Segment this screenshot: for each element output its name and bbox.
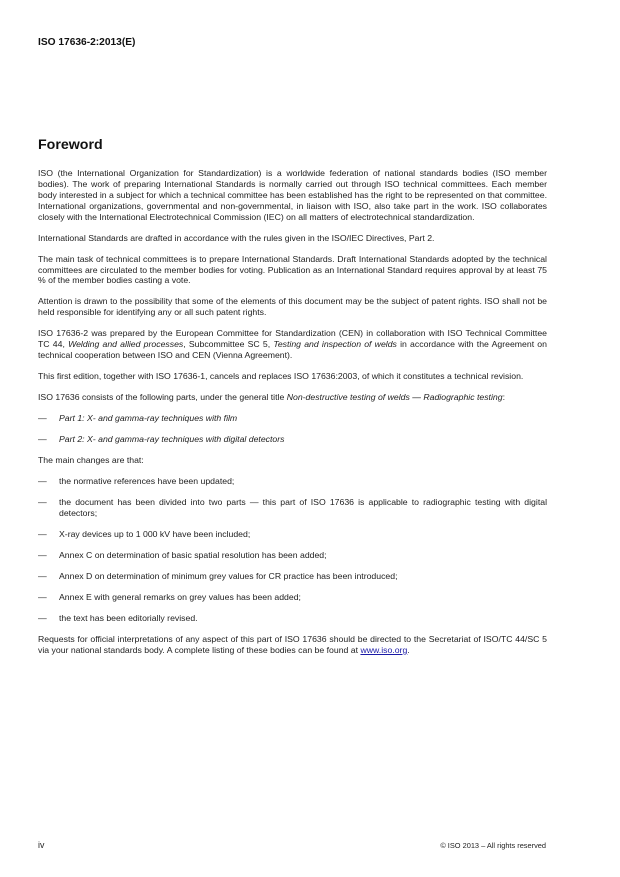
change-text: Annex D on determination of minimum grey values for CR practice has been introduced;: [59, 571, 398, 582]
parts-intro-text-a: ISO 17636 consists of the following parts, under the general title: [38, 392, 287, 403]
preparation-text-c: , Subcommittee SC 5,: [183, 339, 274, 350]
foreword-body: [38, 168, 547, 656]
dash-bullet: —: [38, 497, 47, 508]
committee-title: Welding and allied processes: [68, 339, 184, 350]
list-item-change: [38, 592, 547, 603]
list-item-change: [38, 476, 547, 487]
dash-bullet: —: [38, 571, 47, 582]
change-text: Annex C on determination of basic spatial resolution has been added;: [59, 550, 327, 561]
list-item-part-1: [38, 413, 547, 424]
list-item-change: [38, 497, 547, 519]
iso-website-link[interactable]: www.iso.org: [360, 644, 408, 655]
paragraph-preparation: [38, 328, 547, 361]
change-text: Annex E with general remarks on grey values has been added;: [59, 592, 301, 603]
list-item-change: [38, 529, 547, 540]
copyright-notice: © ISO 2013 – All rights reserved: [440, 841, 546, 850]
dash-bullet: —: [38, 529, 47, 540]
requests-text-c: .: [407, 644, 410, 655]
page-number: iv: [38, 840, 45, 850]
paragraph-patent-rights: Attention is drawn to the possibility that some of the elements of this document may be the subject of patent rights. ISO shall not be held responsible for identifying any or all such patent rights.: [38, 296, 547, 318]
part-2-title: Part 2: X- and gamma-ray techniques with digital detectors: [59, 434, 285, 445]
paragraph-edition: This first edition, together with ISO 17636-1, cancels and replaces ISO 17636:2003, of which it constitutes a technical revision.: [38, 371, 524, 382]
preparation-text-a: ISO 17636-2 was prepared by the European Committee for Standardization (CEN) in collaboration with ISO Technical Committee TC 44,: [38, 328, 547, 350]
preparation-text-e: in accordance with the Agreement on technical cooperation between ISO and CEN (Vienna Agreement).: [38, 339, 547, 361]
subcommittee-title: Testing and inspection of welds: [273, 339, 397, 350]
list-item-change: [38, 613, 547, 624]
change-text: the document has been divided into two parts — this part of ISO 17636 is applicable to radiographic testing with digital detectors;: [59, 497, 547, 519]
paragraph-requests: [38, 634, 547, 656]
page-title: Foreword: [38, 137, 103, 153]
dash-bullet: —: [38, 413, 47, 424]
dash-bullet: —: [38, 550, 47, 561]
change-text: X-ray devices up to 1 000 kV have been included;: [59, 529, 251, 540]
dash-bullet: —: [38, 434, 47, 445]
paragraph-parts-intro: [38, 392, 547, 403]
dash-bullet: —: [38, 592, 47, 603]
parts-intro-text-c: :: [502, 392, 505, 403]
paragraph-technical-committees: The main task of technical committees is to prepare International Standards. Draft International Standards adopted by the technical committees are circulated to the member bodies for voting. Publication as an International Standard requires approval by at least 75 % of the member bodies casting a vote.: [38, 253, 547, 286]
dash-bullet: —: [38, 613, 47, 624]
part-1-title: Part 1: X- and gamma-ray techniques with film: [59, 413, 238, 424]
change-text: the text has been editorially revised.: [59, 613, 198, 624]
change-text: the normative references have been updated;: [59, 476, 235, 487]
paragraph-directives: International Standards are drafted in accordance with the rules given in the ISO/IEC Directives, Part 2.: [38, 232, 435, 243]
requests-text-a: Requests for official interpretations of any aspect of this part of ISO 17636 should be directed to the Secretariat of ISO/TC 44/SC 5 via your national standards body. A complete listing of these bodies can be found at: [38, 634, 547, 655]
document-id-header: ISO 17636-2:2013(E): [38, 37, 136, 48]
general-title: Non-destructive testing of welds — Radiographic testing: [286, 392, 503, 403]
paragraph-iso-intro: ISO (the International Organization for Standardization) is a worldwide federation of national standards bodies (ISO member bodies). The work of preparing International Standards is normally carried out through ISO technical committees. Each member body interested in a subject for which a technical committee has been established has the right to be represented on that committee. International organizations, governmental and non-governmental, in liaison with ISO, also take part in the work. ISO collaborates closely with the International Electrotechnical Commission (IEC) on all matters of electrotechnical standardization.: [38, 168, 547, 222]
dash-bullet: —: [38, 476, 47, 487]
paragraph-changes-intro: The main changes are that:: [38, 455, 144, 466]
list-item-part-2: [38, 434, 547, 445]
list-item-change: [38, 571, 547, 582]
list-item-change: [38, 550, 547, 561]
